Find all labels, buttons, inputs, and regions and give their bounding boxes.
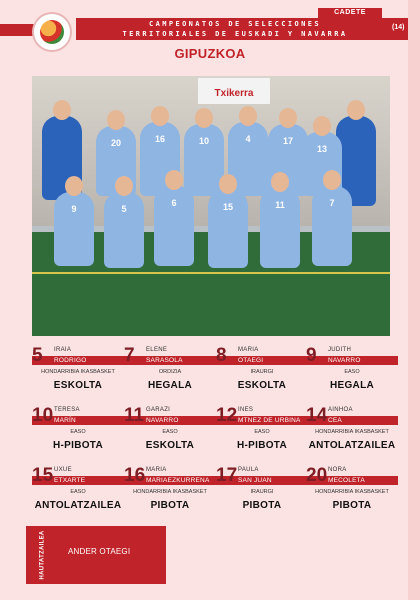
- player-club: EASO: [162, 429, 178, 435]
- player-number: 8: [216, 345, 227, 366]
- photo-head: [219, 174, 237, 194]
- player-card: [306, 466, 398, 516]
- photo-player-front: [54, 192, 94, 266]
- player-position: PIBOTA: [332, 500, 372, 511]
- jersey-number: 7: [329, 198, 335, 208]
- player-first-name: JUDITH: [328, 347, 352, 353]
- player-club: EASO: [70, 489, 86, 495]
- jersey-number: 16: [154, 134, 165, 144]
- photo-player-front: [208, 190, 248, 268]
- player-last-name: RODRIGO: [54, 357, 87, 364]
- player-club: IRAURGI: [250, 369, 274, 375]
- page-number: (14): [392, 24, 405, 31]
- jersey-number: 11: [275, 200, 285, 210]
- photo-player-front: [260, 188, 300, 268]
- player-club: HONDARRIBIA IKASBASKET: [41, 369, 115, 375]
- player-first-name: MARIA: [238, 347, 259, 353]
- player-card: [216, 346, 308, 396]
- header-left-band: [0, 24, 34, 36]
- player-number: 5: [32, 345, 43, 366]
- player-club: HONDARRIBIA IKASBASKET: [315, 429, 389, 435]
- player-position: ANTOLATZAILEA: [34, 500, 122, 511]
- team-photo: [32, 76, 390, 336]
- player-card: [216, 406, 308, 456]
- player-position: H-PIBOTA: [237, 440, 287, 451]
- header-title: [110, 19, 360, 39]
- logo-emblem-icon: [40, 20, 64, 44]
- player-club: ORDIZIA: [158, 369, 182, 375]
- player-position: PIBOTA: [150, 500, 190, 511]
- jersey-number: 10: [198, 136, 209, 146]
- player-last-name: ETXARTE: [54, 477, 86, 484]
- player-first-name: UXUE: [54, 467, 72, 473]
- player-first-name: IRAIA: [54, 347, 72, 353]
- player-position: H-PIBOTA: [53, 440, 103, 451]
- player-first-name: ELENE: [146, 347, 168, 353]
- photo-player-front: [312, 186, 352, 266]
- player-position: HEGALA: [147, 380, 193, 391]
- photo-head: [239, 106, 257, 126]
- photo-head: [53, 100, 71, 120]
- page-edge: [408, 0, 420, 600]
- player-club: EASO: [344, 369, 360, 375]
- player-last-name: MARÍN: [54, 417, 76, 424]
- player-position: HEGALA: [329, 380, 375, 391]
- player-last-name: OTAEGI: [238, 357, 264, 364]
- photo-head: [279, 108, 297, 128]
- coach-label-container: [34, 530, 46, 580]
- court-line: [32, 272, 390, 274]
- player-card: [124, 466, 216, 516]
- player-number: 16: [124, 465, 146, 486]
- sponsor-name: Txikerra: [214, 88, 254, 99]
- player-number: 20: [306, 465, 328, 486]
- photo-head: [195, 108, 213, 128]
- photo-player-front: [104, 192, 144, 268]
- jersey-number: 5: [121, 204, 127, 214]
- player-number: 11: [124, 405, 145, 426]
- coach-name: ANDER OTAEGI: [68, 547, 131, 556]
- player-first-name: PAULA: [238, 467, 259, 473]
- player-position: ESKOLTA: [237, 380, 287, 391]
- player-card: [306, 406, 398, 456]
- photo-player-back: [184, 124, 224, 196]
- player-number: 15: [32, 465, 54, 486]
- header-title-line1: CAMPEONATOS DE SELECCIONES: [149, 20, 321, 28]
- player-number: 10: [32, 405, 54, 426]
- photo-head: [115, 176, 133, 196]
- photo-head: [313, 116, 331, 136]
- player-first-name: MARIA: [146, 467, 167, 473]
- player-position: ANTOLATZAILEA: [308, 440, 396, 451]
- player-card: [306, 346, 398, 396]
- photo-head: [165, 170, 183, 190]
- team-name: GIPUZKOA: [174, 46, 246, 61]
- jersey-number: 15: [222, 202, 233, 212]
- player-number: 14: [306, 405, 328, 426]
- player-card: [124, 346, 216, 396]
- player-number: 7: [124, 345, 135, 366]
- player-card: [32, 346, 124, 396]
- photo-head: [347, 100, 365, 120]
- player-last-name: NAVARRO: [328, 357, 361, 364]
- player-first-name: GARAZI: [146, 407, 171, 413]
- player-last-name: MECOLETA: [328, 477, 365, 484]
- player-card: [124, 406, 216, 456]
- jersey-number: 6: [171, 198, 177, 208]
- player-last-name: NAVARRO: [146, 417, 179, 424]
- jersey-number: 17: [282, 136, 293, 146]
- player-number: 9: [306, 345, 317, 366]
- jersey-number: 9: [71, 204, 77, 214]
- player-card: [216, 466, 308, 516]
- player-last-name: MTNEZ DE URBINA: [238, 417, 301, 424]
- player-club: EASO: [254, 429, 270, 435]
- player-last-name: CEA: [328, 417, 342, 424]
- player-number: 12: [216, 405, 238, 426]
- player-first-name: TERESA: [54, 407, 80, 413]
- player-club: IRAURGI: [250, 489, 274, 495]
- player-last-name: SARASOLA: [146, 357, 183, 364]
- player-club: EASO: [70, 429, 86, 435]
- photo-head: [323, 170, 341, 190]
- player-position: ESKOLTA: [145, 440, 195, 451]
- jersey-number: 4: [245, 134, 251, 144]
- jersey-number: 20: [110, 138, 121, 148]
- photo-head: [271, 172, 289, 192]
- player-last-name: SAN JUAN: [238, 477, 272, 484]
- category-badge: CADETE: [318, 8, 382, 18]
- player-number: 17: [216, 465, 238, 486]
- header-title-line2: TERRITORIALES DE EUSKADI Y NAVARRA: [122, 30, 348, 38]
- player-position: ESKOLTA: [53, 380, 103, 391]
- coach-label: HAUTATZAILEA: [39, 530, 46, 580]
- jersey-number: 13: [316, 144, 327, 154]
- player-card: [32, 406, 124, 456]
- player-position: PIBOTA: [242, 500, 282, 511]
- photo-head: [65, 176, 83, 196]
- photo-player-front: [154, 186, 194, 266]
- photo-head: [107, 110, 125, 130]
- photo-head: [151, 106, 169, 126]
- player-card: [32, 466, 124, 516]
- player-first-name: NORA: [328, 467, 347, 473]
- coach-box: [26, 526, 166, 584]
- player-club: HONDARRIBIA IKASBASKET: [133, 489, 207, 495]
- player-last-name: MARIAEZKURRENA: [146, 477, 210, 484]
- player-first-name: INES: [238, 407, 254, 413]
- player-first-name: AINHOA: [328, 407, 353, 413]
- player-club: HONDARRIBIA IKASBASKET: [315, 489, 389, 495]
